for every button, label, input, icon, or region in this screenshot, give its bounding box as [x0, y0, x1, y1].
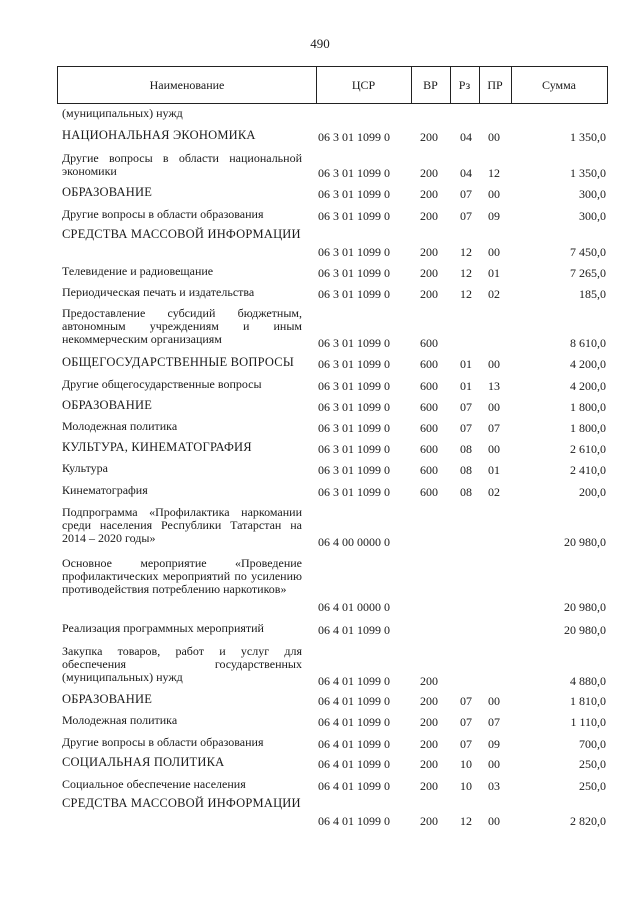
row-name: Подпрограмма «Профилактика наркомании среди населения Республики Татарстан на 2014 – 2020 годы»: [62, 505, 302, 545]
row-vr: 200: [420, 814, 438, 828]
row-sum: 200,0: [579, 485, 606, 499]
header-csr: ЦСР: [316, 67, 412, 103]
row-csr: 06 4 00 0000 0: [318, 535, 390, 549]
table-row: [0, 286, 640, 301]
row-vr: 600: [420, 400, 438, 414]
row-pr: 01: [488, 463, 500, 477]
row-vr: 200: [420, 266, 438, 280]
table-row: [0, 152, 640, 180]
row-vr: 200: [420, 187, 438, 201]
row-pr: 13: [488, 379, 500, 393]
row-name: Реализация программных мероприятий: [62, 621, 264, 635]
row-name: Закупка товаров, работ и услуг для обеспечения государственных (муниципальных) нужд: [62, 644, 302, 684]
header-rz: Рз: [450, 67, 480, 103]
row-pr: 00: [488, 694, 500, 708]
table-row: [0, 441, 640, 456]
row-vr: 200: [420, 209, 438, 223]
table-row: [0, 356, 640, 371]
table-row: [0, 378, 640, 393]
row-csr: 06 3 01 1099 0: [318, 421, 390, 435]
row-name: Молодежная политика: [62, 713, 178, 727]
row-pr: 09: [488, 737, 500, 751]
row-csr: 06 4 01 1099 0: [318, 715, 390, 729]
row-sum: 185,0: [579, 287, 606, 301]
row-name: ОБРАЗОВАНИЕ: [62, 692, 153, 706]
header-sum: Сумма: [542, 78, 576, 92]
table-row: [0, 307, 640, 350]
row-rz: 07: [460, 715, 472, 729]
row-sum: 4 200,0: [570, 357, 606, 371]
row-sum: 300,0: [579, 187, 606, 201]
row-rz: 07: [460, 209, 472, 223]
row-name: Другие вопросы в области образования: [62, 207, 264, 221]
row-pr: 00: [488, 187, 500, 201]
row-csr: 06 3 01 1099 0: [318, 130, 390, 144]
row-name: ОБРАЗОВАНИЕ: [62, 185, 153, 199]
row-sum: 4 880,0: [570, 674, 606, 688]
row-vr: 200: [420, 130, 438, 144]
row-sum: 1 110,0: [570, 715, 606, 729]
table-row: [0, 645, 640, 688]
row-vr: 200: [420, 694, 438, 708]
table-row: [0, 506, 640, 549]
row-sum: 20 980,0: [564, 623, 606, 637]
row-rz: 08: [460, 442, 472, 456]
row-sum: 20 980,0: [564, 535, 606, 549]
row-pr: 07: [488, 715, 500, 729]
row-sum: 4 200,0: [570, 379, 606, 393]
table-row: [0, 714, 640, 729]
row-name: НАЦИОНАЛЬНАЯ ЭКОНОМИКА: [62, 128, 256, 142]
row-csr: 06 4 01 1099 0: [318, 623, 390, 637]
page-number: 490: [310, 36, 330, 51]
row-csr: 06 4 01 1099 0: [318, 779, 390, 793]
row-sum: 250,0: [579, 757, 606, 771]
row-vr: 600: [420, 485, 438, 499]
table-row: [0, 399, 640, 414]
row-sum: 250,0: [579, 779, 606, 793]
header-vr: ВР: [411, 67, 451, 103]
row-csr: 06 3 01 1099 0: [318, 245, 390, 259]
row-rz: 12: [460, 814, 472, 828]
row-sum: 1 800,0: [570, 421, 606, 435]
row-rz: 07: [460, 737, 472, 751]
row-sum: 1 810,0: [570, 694, 606, 708]
row-name: ОБЩЕГОСУДАРСТВЕННЫЕ ВОПРОСЫ: [62, 355, 294, 369]
table-row: [0, 420, 640, 435]
row-name: Социальное обеспечение населения: [62, 777, 246, 791]
row-pr: 09: [488, 209, 500, 223]
row-sum: 7 450,0: [570, 245, 606, 259]
row-pr: 07: [488, 421, 500, 435]
row-rz: 07: [460, 421, 472, 435]
row-csr: 06 3 01 1099 0: [318, 336, 390, 350]
row-pr: 00: [488, 130, 500, 144]
table-row: [0, 797, 640, 828]
row-pr: 00: [488, 442, 500, 456]
row-vr: 200: [420, 757, 438, 771]
row-vr: 600: [420, 463, 438, 477]
row-csr: 06 4 01 1099 0: [318, 694, 390, 708]
row-rz: 01: [460, 357, 472, 371]
table-row: [0, 186, 640, 201]
table-row: [0, 228, 640, 259]
table-row: [0, 484, 640, 499]
row-csr: 06 3 01 1099 0: [318, 379, 390, 393]
row-rz: 08: [460, 485, 472, 499]
row-csr: 06 4 01 0000 0: [318, 600, 390, 614]
row-rz: 07: [460, 694, 472, 708]
row-vr: 200: [420, 737, 438, 751]
row-rz: 12: [460, 266, 472, 280]
row-name: Молодежная политика: [62, 419, 178, 433]
row-vr: 200: [420, 779, 438, 793]
row-sum: 2 820,0: [570, 814, 606, 828]
row-csr: 06 3 01 1099 0: [318, 485, 390, 499]
row-vr: 600: [420, 442, 438, 456]
row-name: ОБРАЗОВАНИЕ: [62, 398, 153, 412]
row-sum: 20 980,0: [564, 600, 606, 614]
header-pr: ПР: [479, 67, 512, 103]
table-row: [0, 208, 640, 223]
table-row: [0, 129, 640, 144]
row-name: КУЛЬТУРА, КИНЕМАТОГРАФИЯ: [62, 440, 252, 454]
row-rz: 07: [460, 187, 472, 201]
row-pr: 01: [488, 266, 500, 280]
row-pr: 02: [488, 485, 500, 499]
row-rz: 04: [460, 130, 472, 144]
table-row: [0, 462, 640, 477]
table-row: [0, 756, 640, 771]
row-vr: 200: [420, 287, 438, 301]
row-vr: 200: [420, 674, 438, 688]
row-sum: 1 350,0: [570, 130, 606, 144]
table-row: [0, 265, 640, 280]
table-row: [0, 693, 640, 708]
row-sum: 300,0: [579, 209, 606, 223]
row-sum: 2 610,0: [570, 442, 606, 456]
row-rz: 07: [460, 400, 472, 414]
row-rz: 10: [460, 757, 472, 771]
row-sum: 700,0: [579, 737, 606, 751]
row-vr: 600: [420, 421, 438, 435]
row-name: Другие вопросы в области образования: [62, 735, 264, 749]
row-csr: 06 4 01 1099 0: [318, 814, 390, 828]
row-vr: 600: [420, 357, 438, 371]
row-csr: 06 3 01 1099 0: [318, 266, 390, 280]
row-sum: 1 350,0: [570, 166, 606, 180]
row-rz: 12: [460, 245, 472, 259]
table-row: [0, 736, 640, 751]
row-rz: 01: [460, 379, 472, 393]
row-pr: 00: [488, 814, 500, 828]
row-name: Предоставление субсидий бюджетным, автономным учреждениям и иным некоммерческим организациям: [62, 306, 302, 346]
row-pr: 03: [488, 779, 500, 793]
row-csr: 06 3 01 1099 0: [318, 463, 390, 477]
row-name: Телевидение и радиовещание: [62, 264, 214, 278]
row-csr: 06 3 01 1099 0: [318, 209, 390, 223]
row-pr: 00: [488, 357, 500, 371]
row-name: СРЕДСТВА МАССОВОЙ ИНФОРМАЦИИ: [62, 796, 301, 810]
row-pr: 12: [488, 166, 500, 180]
row-csr: 06 4 01 1099 0: [318, 757, 390, 771]
table-row: [0, 622, 640, 637]
row-vr: 200: [420, 166, 438, 180]
row-csr: 06 3 01 1099 0: [318, 357, 390, 371]
row-pr: 02: [488, 287, 500, 301]
row-name: Культура: [62, 461, 108, 475]
row-name: СРЕДСТВА МАССОВОЙ ИНФОРМАЦИИ: [62, 227, 301, 241]
row-rz: 12: [460, 287, 472, 301]
row-vr: 200: [420, 715, 438, 729]
row-name: Другие общегосударственные вопросы: [62, 377, 262, 391]
row-csr: 06 3 01 1099 0: [318, 400, 390, 414]
row-name: Кинематография: [62, 483, 148, 497]
row-vr: 200: [420, 245, 438, 259]
table-header: [57, 66, 608, 104]
row-name: Другие вопросы в области национальной экономики: [62, 151, 302, 178]
row-csr: 06 3 01 1099 0: [318, 166, 390, 180]
row-rz: 04: [460, 166, 472, 180]
header-name: Наименование: [58, 67, 317, 103]
row-csr: 06 4 01 1099 0: [318, 674, 390, 688]
row-vr: 600: [420, 379, 438, 393]
row-sum: 8 610,0: [570, 336, 606, 350]
row-csr: 06 3 01 1099 0: [318, 187, 390, 201]
row-rz: 08: [460, 463, 472, 477]
row-sum: 1 800,0: [570, 400, 606, 414]
row-name: Основное мероприятие «Проведение профилактических мероприятий по усилению противодействия потреблению наркотиков»: [62, 556, 302, 596]
table-row: [0, 557, 640, 614]
row-name: СОЦИАЛЬНАЯ ПОЛИТИКА: [62, 755, 225, 769]
table-row: [0, 778, 640, 793]
row-sum: 2 410,0: [570, 463, 606, 477]
row-csr: 06 3 01 1099 0: [318, 442, 390, 456]
row-pr: 00: [488, 757, 500, 771]
row-sum: 7 265,0: [570, 266, 606, 280]
row-pr: 00: [488, 400, 500, 414]
row-name: Периодическая печать и издательства: [62, 285, 255, 299]
row-csr: 06 4 01 1099 0: [318, 737, 390, 751]
row-pr: 00: [488, 245, 500, 259]
row-csr: 06 3 01 1099 0: [318, 287, 390, 301]
row-rz: 10: [460, 779, 472, 793]
continuation-text: (муниципальных) нужд: [62, 106, 183, 120]
row-vr: 600: [420, 336, 438, 350]
